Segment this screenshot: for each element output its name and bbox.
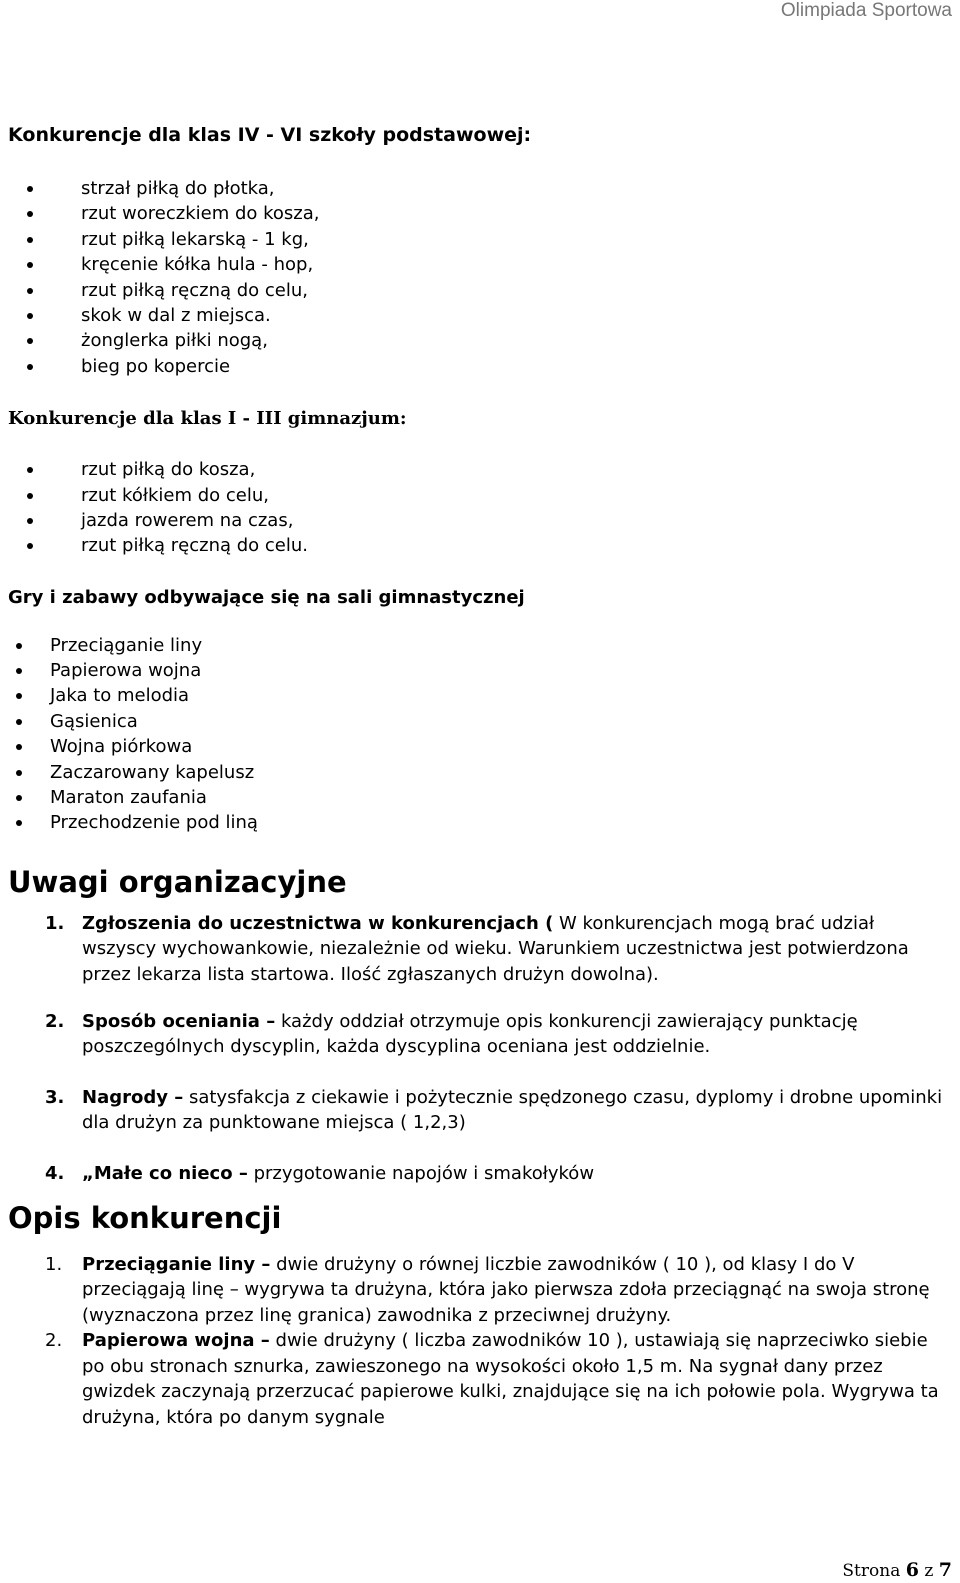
bullet-icon: [16, 820, 22, 826]
list-item: Gąsienica: [8, 709, 948, 734]
section3-heading: Gry i zabawy odbywające się na sali gimnastycznej: [8, 586, 525, 608]
bullet-icon: [16, 719, 22, 725]
bullet-icon: [16, 643, 22, 649]
uwagi-item-1: 1. Zgłoszenia do uczestnictwa w konkurencjach ( W konkurencjach mogą brać udział wszyscy wychowankowie, niezależnie od wieku. Warunkiem uczestnictwa jest potwierdzona przez lekarza lista startowa. Ilość zgłaszanych drużyn dowolna).: [45, 912, 909, 985]
bullet-icon: [27, 543, 33, 549]
section2-list: [8, 457, 948, 559]
list-item: kręcenie kółka hula - hop,: [8, 252, 948, 277]
bullet-icon: [27, 313, 33, 319]
bullet-icon: [27, 518, 33, 524]
bullet-icon: [27, 338, 33, 344]
section3-list: [8, 633, 948, 836]
page-header-title: Olimpiada Sportowa: [780, 0, 952, 21]
bullet-icon: [27, 211, 33, 217]
opis-heading: Opis konkurencji: [8, 1201, 282, 1236]
bullet-icon: [27, 364, 33, 370]
uwagi-item-4: 4. „Małe co nieco – przygotowanie napojów i smakołyków: [45, 1162, 595, 1184]
list-item: Jaka to melodia: [8, 683, 948, 708]
bullet-icon: [27, 288, 33, 294]
document-body: [8, 120, 948, 1430]
uwagi-item-2: 2. Sposób oceniania – każdy oddział otrzymuje opis konkurencji zawierający punktację poszczególnych dyscyplin, każda dyscyplina oceniana jest oddzielnie.: [45, 1011, 858, 1058]
bullet-icon: [27, 493, 33, 499]
list-item: rzut piłką ręczną do celu,: [8, 278, 948, 303]
bullet-icon: [16, 668, 22, 674]
list-item: Papierowa wojna: [8, 658, 948, 683]
list-item: rzut piłką do kosza,: [8, 457, 948, 482]
section1-heading: Konkurencje dla klas IV - VI szkoły podstawowej:: [8, 124, 532, 146]
list-item: Zaczarowany kapelusz: [8, 760, 948, 785]
bullet-icon: [16, 693, 22, 699]
section2-heading: Konkurencje dla klas I - III gimnazjum:: [8, 408, 407, 430]
section1-list: [8, 176, 948, 379]
list-item: rzut piłką lekarską - 1 kg,: [8, 227, 948, 252]
uwagi-heading: Uwagi organizacyjne: [8, 864, 347, 899]
list-item: Przeciąganie liny: [8, 633, 948, 658]
list-item: Wojna piórkowa: [8, 734, 948, 759]
list-item: rzut piłką ręczną do celu.: [8, 533, 948, 558]
bullet-icon: [16, 744, 22, 750]
list-item: Maraton zaufania: [8, 785, 948, 810]
list-item: skok w dal z miejsca.: [8, 303, 948, 328]
bullet-icon: [27, 237, 33, 243]
bullet-icon: [27, 186, 33, 192]
page-footer: Strona 6 z 7: [842, 1559, 952, 1581]
bullet-icon: [16, 770, 22, 776]
list-item: bieg po kopercie: [8, 354, 948, 379]
list-item: jazda rowerem na czas,: [8, 508, 948, 533]
list-item: żonglerka piłki nogą,: [8, 328, 948, 353]
bullet-icon: [27, 467, 33, 473]
list-item: strzał piłką do płotka,: [8, 176, 948, 201]
list-item: Przechodzenie pod liną: [8, 810, 948, 835]
bullet-icon: [16, 795, 22, 801]
opis-item-2: 2. Papierowa wojna – dwie drużyny ( liczba zawodników 10 ), ustawiają się naprzeciwko siebie po obu stronach sznurka, zawieszonego na wysokości około 1,5 m. Na sygnał dany przez gwizdek zaczynają przerzucać papierowe kulki, znajdujące się na ich połowie pola. Wygrywa ta drużyna, która po danym sygnale: [45, 1330, 939, 1428]
bullet-icon: [27, 262, 33, 268]
list-item: rzut woreczkiem do kosza,: [8, 201, 948, 226]
opis-item-1: 1. Przeciąganie liny – dwie drużyny o równej liczbie zawodników ( 10 ), od klasy I do V przeciągają linę – wygrywa ta drużyna, która jako pierwsza zdoła przeciągnąć na swoja stronę (wyznaczona przez linę granica) zawodnika z przeciwnej drużyny.: [45, 1254, 930, 1326]
list-item: rzut kółkiem do celu,: [8, 483, 948, 508]
uwagi-item-3: 3. Nagrody – satysfakcja z ciekawie i pożytecznie spędzonego czasu, dyplomy i drobne upominki dla drużyn za punktowane miejsca ( 1,2,3): [45, 1086, 943, 1134]
